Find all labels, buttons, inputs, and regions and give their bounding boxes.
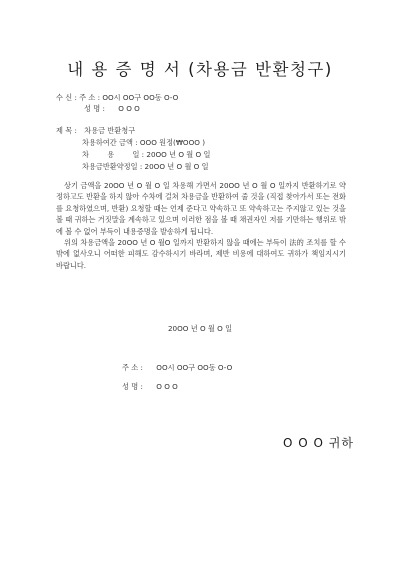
sender-name-row (122, 382, 232, 401)
body-text (56, 180, 346, 271)
loan-date-line: 차 용 일 : 20OO 년 O 월 O 일 (82, 150, 211, 159)
loan-amount-line: 차용하여간 금액 : OOO 원정(₩OOO ) (82, 138, 205, 147)
subject-value: 차용금 반환청구 (84, 126, 136, 135)
loan-amount-row (56, 138, 210, 150)
closing-addressee: O O O 귀하 (283, 436, 354, 450)
sender-name-value: O O O (156, 382, 178, 391)
sender-address-label: 주 소 : (122, 363, 143, 372)
document-title: 내 용 증 명 서 (차용금 반환청구) (67, 60, 333, 79)
recipient-name-label: 성 명 : (84, 104, 105, 113)
sender-name-label: 성 명 : (122, 382, 143, 391)
body-paragraph-1: 상기 금액을 20OO 년 O 월 O 일 차용해 가면서 20OO 년 O 월 O 일까지 반환하기로 약정하고도 반환을 하지 않아 수차에 걸쳐 차용금을 반환하여 줄 것을 (직접 찾아가서 또는 전화를 요청하였으며, 반환) 요청할 때는 언제 준다고 약속하고 또 약속하고는 주지않고 있는 것을 볼 때 귀하는 거짓말을 계속하고 있으며 이러한 점을 볼 때 채권자인 저를 기만하는 행위로 밖에 볼 수 없어 부득이 내용증명을 발송하게 됩니다. (56, 181, 346, 236)
subject-row (56, 126, 210, 138)
subject-label: 제 목 : (56, 126, 77, 135)
recipient-name-row (56, 104, 178, 115)
recipient-address-value: OO시 OO구 OO동 O-O (102, 93, 179, 102)
sender-address-value: OO시 OO구 OO동 O-O (156, 363, 233, 372)
sender-block (122, 363, 232, 401)
repayment-date-line: 차용금반환약정일 : 20OO 년 O 월 O 일 (82, 162, 209, 171)
recipient-address-row (56, 93, 178, 104)
subject-block (56, 126, 210, 174)
recipient-block (56, 93, 178, 115)
sender-address-row (122, 363, 232, 382)
loan-date-row (56, 150, 210, 162)
body-paragraph-2: 위의 차용금액을 20OO 년 O 월O 일까지 반환하지 않을 때에는 부득이 法的 조치를 할 수밖에 없사오니 어떠한 피해도 감수하시기 바라며, 제반 비용에 대하여도 귀하가 책임지시기 바랍니다. (56, 238, 346, 270)
repayment-date-row (56, 162, 210, 174)
recipient-name-value: O O O (118, 104, 140, 113)
recipient-address-label: 수 신 : 주 소 : (56, 93, 101, 102)
document-date: 20OO 년 O 월 O 일 (167, 324, 233, 333)
